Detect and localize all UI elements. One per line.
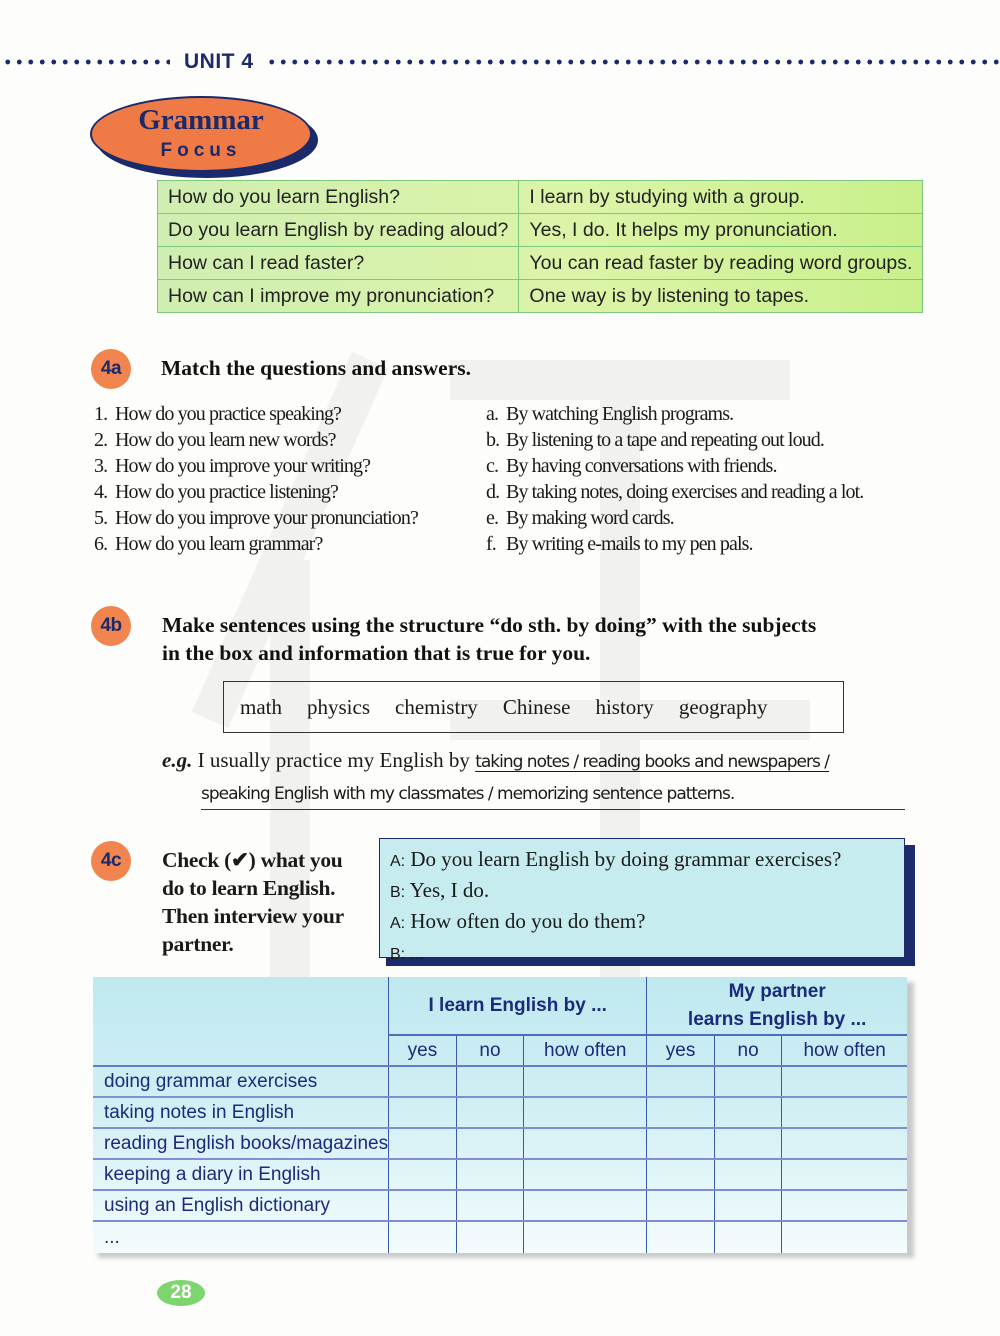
list-item xyxy=(486,505,926,531)
how-often-cell[interactable] xyxy=(524,1190,647,1221)
item-letter: d. xyxy=(486,481,500,503)
question-text: How do you practice speaking? xyxy=(115,403,342,425)
dialog-text: How often do you do them? xyxy=(410,909,646,933)
subject-word: history xyxy=(595,694,654,719)
row-label: doing grammar exercises xyxy=(93,1066,389,1097)
dialog-line xyxy=(390,876,904,907)
grammar-answer: You can read faster by reading word groups. xyxy=(519,247,923,280)
list-item xyxy=(486,453,926,479)
list-item xyxy=(94,505,484,531)
item-number: 6. xyxy=(94,533,108,555)
question-text: How do you improve your pronunciation? xyxy=(115,507,418,529)
grammar-question: How do you learn English? xyxy=(158,181,519,214)
grammar-answer: Yes, I do. It helps my pronunciation. xyxy=(519,214,923,247)
item-number: 1. xyxy=(94,403,108,425)
partner-check-cell-yes[interactable] xyxy=(647,1221,715,1253)
check-cell-yes[interactable] xyxy=(389,1221,457,1253)
section-4c-instructions xyxy=(162,846,382,958)
unit-title: UNIT 4 xyxy=(184,50,254,73)
col-header-how-often: how often xyxy=(524,1035,647,1066)
how-often-cell[interactable] xyxy=(524,1097,647,1128)
check-cell-yes[interactable] xyxy=(389,1097,457,1128)
example-answer-line1: taking notes / reading books and newspapers / xyxy=(475,752,829,772)
page-number-badge: 28 xyxy=(157,1280,205,1306)
group-header-partner-line1: My partner xyxy=(728,980,826,1002)
section-4b-title-line1: Make sentences using the structure “do sth. by doing” with the subjects xyxy=(162,613,817,637)
question-text: How do you practice listening? xyxy=(115,481,338,503)
col-header-yes: yes xyxy=(389,1035,457,1066)
list-item xyxy=(486,427,926,453)
row-label: keeping a diary in English xyxy=(93,1159,389,1190)
table-row xyxy=(93,1066,907,1097)
item-letter: b. xyxy=(486,429,500,451)
badge-subtitle: Focus xyxy=(160,140,242,161)
col-header-no: no xyxy=(456,1035,523,1066)
unit-header xyxy=(0,50,1000,76)
grammar-row xyxy=(158,181,923,214)
table-row xyxy=(93,1097,907,1128)
table-row xyxy=(93,1159,907,1190)
speaker-label: A: xyxy=(390,915,406,932)
survey-table xyxy=(93,977,907,1253)
grammar-focus-table xyxy=(157,180,923,313)
check-cell-yes[interactable] xyxy=(389,1159,457,1190)
check-cell-no[interactable] xyxy=(456,1128,523,1159)
subject-word: chemistry xyxy=(395,694,478,719)
col-header-partner-how-often: how often xyxy=(782,1035,907,1066)
how-often-cell[interactable] xyxy=(524,1066,647,1097)
survey-group-header-row xyxy=(93,977,907,1035)
dotted-rule-left xyxy=(2,57,170,67)
partner-check-cell-no[interactable] xyxy=(714,1097,781,1128)
dialog-line xyxy=(390,845,904,876)
answer-text: By taking notes, doing exercises and reading a lot. xyxy=(506,481,864,503)
partner-how-often-cell[interactable] xyxy=(782,1190,907,1221)
item-letter: a. xyxy=(486,403,499,425)
item-number: 3. xyxy=(94,455,108,477)
answer-text: By making word cards. xyxy=(506,507,674,529)
grammar-question: How can I read faster? xyxy=(158,247,519,280)
partner-how-often-cell[interactable] xyxy=(782,1221,907,1253)
how-often-cell[interactable] xyxy=(524,1221,647,1253)
subject-word: Chinese xyxy=(502,694,571,719)
list-item xyxy=(94,401,484,427)
section-badge-4a: 4a xyxy=(91,349,131,389)
item-letter: e. xyxy=(486,507,499,529)
check-cell-yes[interactable] xyxy=(389,1066,457,1097)
survey-corner-cell xyxy=(93,977,389,1066)
col-header-partner-no: no xyxy=(714,1035,781,1066)
section-4a-title: Match the questions and answers. xyxy=(161,356,471,380)
item-letter: c. xyxy=(486,455,499,477)
check-cell-yes[interactable] xyxy=(389,1190,457,1221)
grammar-question: Do you learn English by reading aloud? xyxy=(158,214,519,247)
row-label: ... xyxy=(104,1226,120,1248)
item-number: 4. xyxy=(94,481,108,503)
dialog-text: Yes, I do. xyxy=(409,878,490,902)
example-answer-line2: speaking English with my classmates / memorizing sentence patterns. xyxy=(201,784,735,804)
dialog-line xyxy=(390,907,904,938)
section-badge-4b: 4b xyxy=(91,606,131,646)
answer-list xyxy=(486,401,926,557)
list-item xyxy=(486,531,926,557)
check-cell-no[interactable] xyxy=(456,1221,523,1253)
dialog-box xyxy=(379,838,905,963)
instruction-line: do to learn English. xyxy=(162,876,336,900)
dialog-text: ... xyxy=(410,946,424,963)
speaker-label: B: xyxy=(390,884,406,901)
item-number: 5. xyxy=(94,507,108,529)
partner-how-often-cell[interactable] xyxy=(782,1159,907,1190)
question-text: How do you improve your writing? xyxy=(115,455,371,477)
example-sentence xyxy=(162,748,829,773)
subject-word: geography xyxy=(678,694,768,719)
example-label: e.g. xyxy=(162,748,193,772)
table-row xyxy=(93,1190,907,1221)
group-header-partner xyxy=(647,977,907,1035)
list-item xyxy=(94,479,484,505)
partner-check-cell-no[interactable] xyxy=(714,1066,781,1097)
grammar-row xyxy=(158,280,923,313)
section-4b-title xyxy=(162,611,816,667)
question-text: How do you learn new words? xyxy=(115,429,336,451)
partner-check-cell-yes[interactable] xyxy=(647,1097,715,1128)
answer-text: By writing e-mails to my pen pals. xyxy=(506,533,753,555)
col-header-partner-yes: yes xyxy=(647,1035,715,1066)
partner-check-cell-yes[interactable] xyxy=(647,1128,715,1159)
check-cell-no[interactable] xyxy=(456,1190,523,1221)
instruction-line: Check (✔) what you xyxy=(162,848,343,872)
check-cell-no[interactable] xyxy=(456,1066,523,1097)
partner-check-cell-yes[interactable] xyxy=(647,1066,715,1097)
partner-check-cell-yes[interactable] xyxy=(647,1159,715,1190)
grammar-row xyxy=(158,247,923,280)
grammar-answer: I learn by studying with a group. xyxy=(519,181,923,214)
grammar-focus-badge xyxy=(90,96,318,178)
check-cell-yes[interactable] xyxy=(389,1128,457,1159)
dialog-line xyxy=(390,938,904,969)
how-often-cell[interactable] xyxy=(524,1128,647,1159)
row-label: taking notes in English xyxy=(93,1097,389,1128)
list-item xyxy=(94,427,484,453)
speaker-label: A: xyxy=(390,853,406,870)
partner-check-cell-no[interactable] xyxy=(714,1190,781,1221)
partner-how-often-cell[interactable] xyxy=(782,1128,907,1159)
section-4b-title-line2: in the box and information that is true for you. xyxy=(162,641,591,665)
list-item xyxy=(486,479,926,505)
speaker-label: B: xyxy=(390,946,406,963)
question-list xyxy=(94,401,484,557)
partner-how-often-cell[interactable] xyxy=(782,1066,907,1097)
partner-check-cell-no[interactable] xyxy=(714,1159,781,1190)
partner-check-cell-no[interactable] xyxy=(714,1128,781,1159)
how-often-cell[interactable] xyxy=(524,1159,647,1190)
badge-title: Grammar xyxy=(138,104,264,136)
subject-word: physics xyxy=(307,694,370,719)
partner-how-often-cell[interactable] xyxy=(782,1097,907,1128)
group-header-partner-line2: learns English by ... xyxy=(687,1008,867,1030)
table-row xyxy=(93,1128,907,1159)
list-item xyxy=(94,531,484,557)
grammar-question: How can I improve my pronunciation? xyxy=(158,280,519,313)
grammar-answer: One way is by listening to tapes. xyxy=(519,280,923,313)
instruction-line: partner. xyxy=(162,932,234,956)
answer-text: By listening to a tape and repeating out loud. xyxy=(506,429,824,451)
table-row xyxy=(93,1221,907,1253)
dialog-text: Do you learn English by doing grammar exercises? xyxy=(410,847,842,871)
list-item xyxy=(486,401,926,427)
partner-check-cell-no[interactable] xyxy=(714,1221,781,1253)
grammar-row xyxy=(158,214,923,247)
section-badge-4c: 4c xyxy=(91,841,131,881)
question-text: How do you learn grammar? xyxy=(115,533,323,555)
check-cell-no[interactable] xyxy=(456,1159,523,1190)
subject-word: math xyxy=(240,694,282,719)
row-label: reading English books/magazines xyxy=(93,1128,389,1159)
group-header-self: I learn English by ... xyxy=(389,977,647,1035)
subjects-box xyxy=(223,681,844,733)
example-answer-blank xyxy=(201,784,905,810)
partner-check-cell-yes[interactable] xyxy=(647,1190,715,1221)
dotted-rule-right xyxy=(266,57,1000,67)
answer-text: By watching English programs. xyxy=(506,403,734,425)
example-prefix: I usually practice my English by xyxy=(197,748,470,772)
answer-text: By having conversations with friends. xyxy=(506,455,777,477)
row-label: using an English dictionary xyxy=(93,1190,389,1221)
instruction-line: Then interview your xyxy=(162,904,344,928)
item-number: 2. xyxy=(94,429,108,451)
check-cell-no[interactable] xyxy=(456,1097,523,1128)
item-letter: f. xyxy=(486,533,496,555)
list-item xyxy=(94,453,484,479)
